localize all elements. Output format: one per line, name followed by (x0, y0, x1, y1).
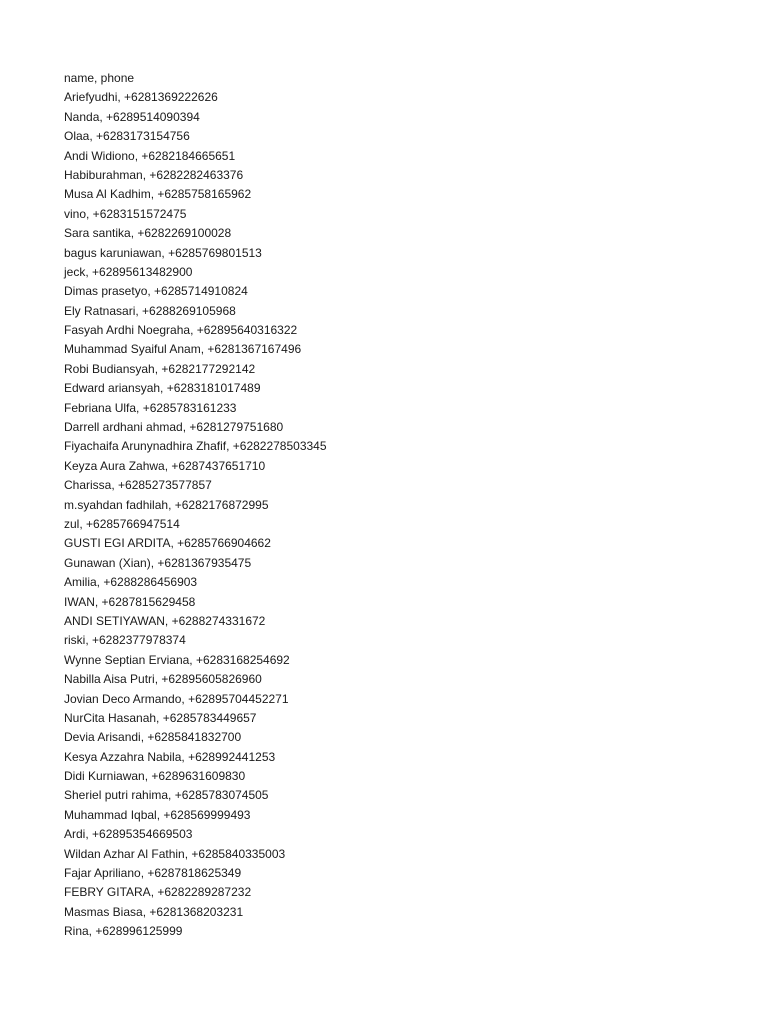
list-item: Andi Widiono, +6282184665651 (64, 148, 236, 163)
list-item: vino, +6283151572475 (64, 206, 187, 221)
list-item: Robi Budiansyah, +6282177292142 (64, 361, 256, 376)
list-item: zul, +6285766947514 (64, 516, 180, 531)
list-item: Wynne Septian Erviana, +6283168254692 (64, 652, 290, 667)
list-item: FEBRY GITARA, +6282289287232 (64, 885, 252, 900)
list-item: Sara santika, +6282269100028 (64, 226, 232, 241)
list-item: GUSTI EGI ARDITA, +6285766904662 (64, 536, 271, 551)
list-item: Fiyachaifa Arunynadhira Zhafif, +6282278503345 (64, 439, 327, 454)
list-item: Keyza Aura Zahwa, +6287437651710 (64, 458, 266, 473)
list-header: name, phone (64, 71, 135, 85)
list-item: Rina, +628996125999 (64, 924, 183, 939)
contact-list (64, 69, 327, 942)
list-item: Habiburahman, +6282282463376 (64, 167, 244, 182)
list-item: bagus karuniawan, +6285769801513 (64, 245, 262, 260)
list-item: Ariefyudhi, +6281369222626 (64, 90, 218, 105)
list-item: Kesya Azzahra Nabila, +628992441253 (64, 749, 276, 764)
list-item: Charissa, +6285273577857 (64, 478, 212, 493)
list-item: Wildan Azhar Al Fathin, +6285840335003 (64, 846, 286, 861)
list-item: Olaa, +6283173154756 (64, 129, 190, 144)
list-item: Sheriel putri rahima, +6285783074505 (64, 788, 269, 803)
list-item: Muhammad Iqbal, +628569999493 (64, 807, 251, 822)
list-item: NurCita Hasanah, +6285783449657 (64, 710, 257, 725)
list-item: Edward ariansyah, +6283181017489 (64, 381, 261, 396)
list-item: riski, +6282377978374 (64, 633, 186, 648)
list-item: Ardi, +62895354669503 (64, 827, 193, 842)
list-item: IWAN, +6287815629458 (64, 594, 196, 609)
list-item: Didi Kurniawan, +6289631609830 (64, 769, 246, 784)
list-item: m.syahdan fadhilah, +6282176872995 (64, 497, 269, 512)
list-item: Nanda, +6289514090394 (64, 109, 200, 124)
list-item: Ely Ratnasari, +6288269105968 (64, 303, 236, 318)
list-item: Jovian Deco Armando, +62895704452271 (64, 691, 289, 706)
list-item: Fasyah Ardhi Noegraha, +62895640316322 (64, 323, 298, 338)
list-item: Muhammad Syaiful Anam, +6281367167496 (64, 342, 302, 357)
list-item: jeck, +62895613482900 (64, 264, 193, 279)
list-item: Febriana Ulfa, +6285783161233 (64, 400, 237, 415)
list-item: Darrell ardhani ahmad, +6281279751680 (64, 420, 284, 435)
list-item: Masmas Biasa, +6281368203231 (64, 904, 244, 919)
list-item: Nabilla Aisa Putri, +62895605826960 (64, 672, 262, 687)
list-item: Musa Al Kadhim, +6285758165962 (64, 187, 252, 202)
list-item: Gunawan (Xian), +6281367935475 (64, 555, 252, 570)
list-item: Fajar Apriliano, +6287818625349 (64, 866, 242, 881)
list-item: ANDI SETIYAWAN, +6288274331672 (64, 613, 266, 628)
list-item: Amilia, +6288286456903 (64, 575, 198, 590)
list-item: Devia Arisandi, +6285841832700 (64, 730, 242, 745)
list-item: Dimas prasetyo, +6285714910824 (64, 284, 248, 299)
